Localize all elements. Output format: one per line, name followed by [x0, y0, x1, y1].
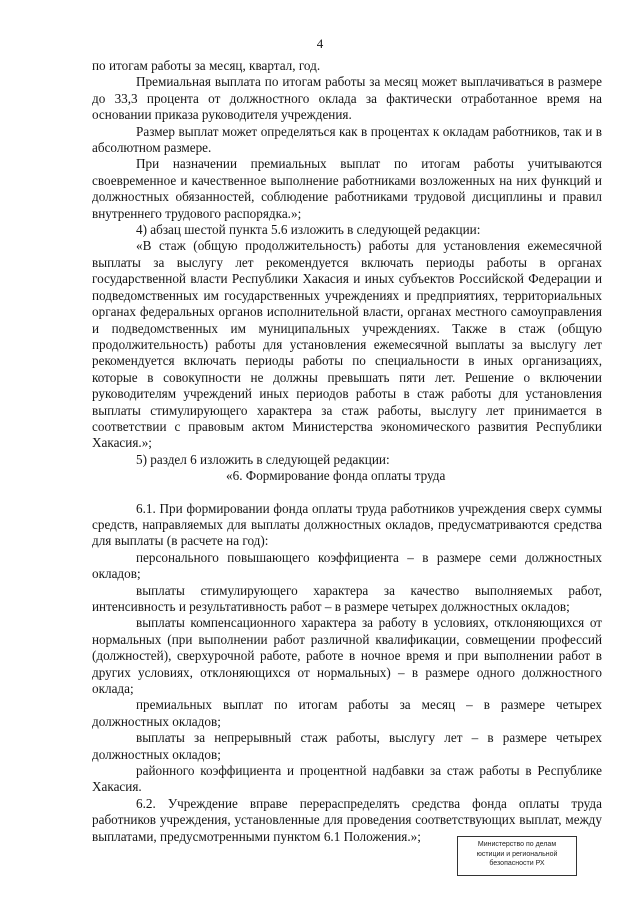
paragraph: Размер выплат может определяться как в процентах к окладам работников, так и в абсолютном размере.	[92, 123, 602, 156]
paragraph: районного коэффициента и процентной надбавки за стаж работы в Республике Хакасия.	[92, 763, 602, 795]
paragraph: При назначении премиальных выплат по итогам работы учитываются своевременное и качественное выполнение работниками возложенных на них функций и должностных обязанностей, соблюдение работниками трудовой дисциплины и правил внутреннего трудового распорядка.»;	[92, 156, 602, 221]
stamp-line: Министерство по делам	[477, 841, 557, 848]
paragraph: Премиальная выплата по итогам работы за месяц может выплачиваться в размере до 33,3 процента от должностного оклада за фактически отработанное время на основании приказа руководителя учреждения.	[92, 74, 602, 123]
paragraph: 4) абзац шестой пункта 5.6 изложить в следующей редакции:	[136, 222, 481, 238]
paragraph: «В стаж (общую продолжительность) работы для установления ежемесячной выплаты за выслугу лет рекомендуется включать периоды работы в органах государственной власти Республики Хакасия и иных субъектов Российской Федерации и подведомственных им государственных учреждениях и предприятиях, территориальных органах федеральных органов исполнительной власти, органах местного самоуправления и подведомственных им муниципальных учреждениях. Также в стаж (общую продолжительность) работы для установления ежемесячной выплаты за выслугу лет рекомендуется включать периоды работы по специальности в иных организациях, которые в совокупности не должны превышать пяти лет. Решение о включении руководителям учреждений иных периодов работы в стаж работы для установления выплаты стимулирующего характера за стаж работы, выслугу лет принимается в соответствии с правовым актом Министерства экономического развития Республики Хакасия.»;	[92, 238, 602, 451]
document-body	[92, 58, 602, 845]
stamp-line: юстиции и региональной	[476, 850, 558, 858]
paragraph: выплаты компенсационного характера за работу в условиях, отклоняющихся от нормальных (при выполнении работ различной квалификации, совмещении профессий (должностей), сверхурочной работе, работе в ночное время и при выполнении работ в других условиях, отклоняющихся от нормальных) – в размере одного должностного оклада;	[92, 615, 602, 697]
registration-stamp	[457, 836, 577, 876]
paragraph: 5) раздел 6 изложить в следующей редакции:	[136, 451, 390, 467]
paragraph: по итогам работы за месяц, квартал, год.	[92, 58, 321, 73]
paragraph: выплаты за непрерывный стаж работы, выслугу лет – в размере четырех должностных окладов;	[92, 730, 602, 762]
paragraph: выплаты стимулирующего характера за качество выполняемых работ, интенсивность и результативность работ – в размере четырех должностных окладов;	[92, 582, 602, 614]
paragraph: 6.2. Учреждение вправе перераспределять средства фонда оплаты труда работников учреждения, установленные для проведения соответствующих выплат, между выплатами, предусмотренными пунктом 6.1 Положения.»;	[92, 795, 602, 844]
stamp-line: безопасности РХ	[489, 860, 545, 867]
paragraph: персонального повышающего коэффициента – в размере семи должностных окладов;	[92, 549, 602, 582]
page-number: 4	[316, 36, 324, 51]
section-title: «6. Формирование фонда оплаты труда	[226, 468, 446, 484]
paragraph: премиальных выплат по итогам работы за месяц – в размере четырех должностных окладов;	[92, 697, 602, 729]
paragraph: 6.1. При формировании фонда оплаты труда работников учреждения сверх суммы средств, направляемых для выплаты должностных окладов, предусматриваются средства для выплаты (в расчете на год):	[92, 500, 602, 549]
